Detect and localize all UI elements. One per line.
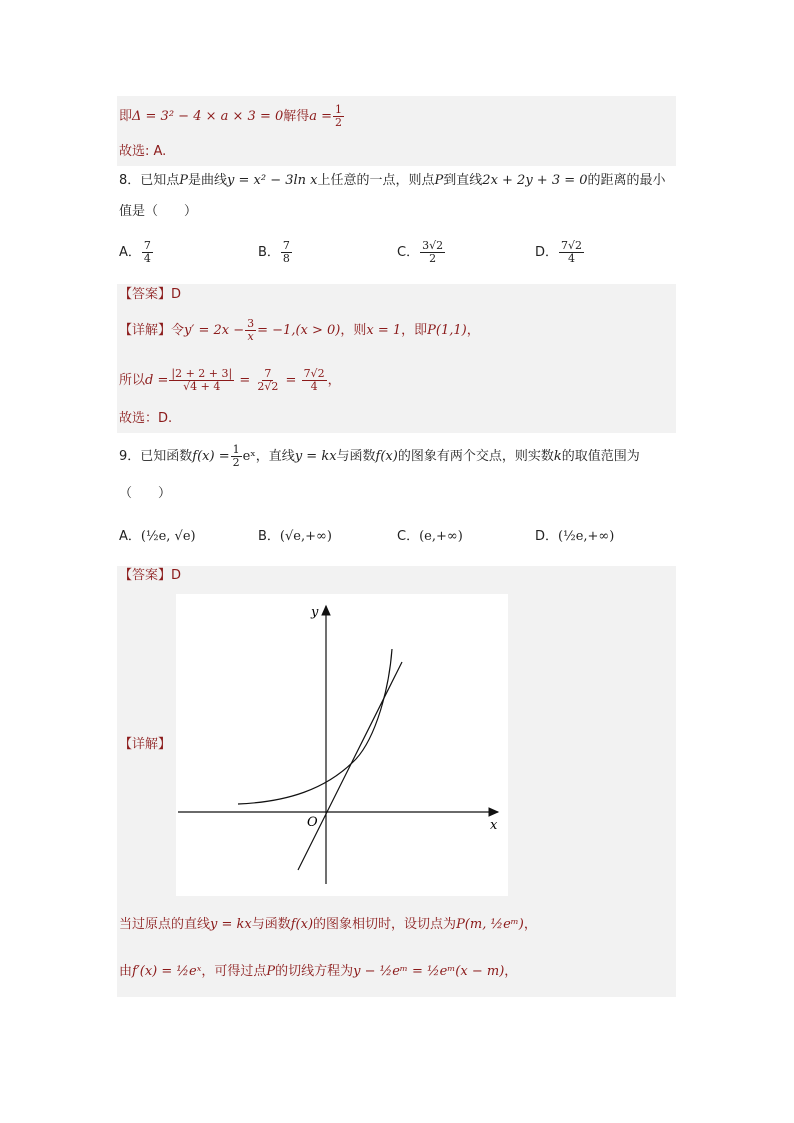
highlight-band-q8-solution [117,284,676,433]
fraction [302,368,327,393]
distance-lhs: d = [145,373,169,388]
q8-text: 8．已知点 [119,173,180,188]
option-text: (e,+∞) [419,529,463,544]
result-fraction [333,104,344,129]
q9-exp: eˣ [242,449,256,464]
frac-den: 4 [143,252,151,265]
x-axis-label: x [490,818,498,833]
tangent-line [298,662,402,870]
q8-option-b[interactable] [258,240,293,265]
frac-num: |2 + 2 + 3| [171,367,233,380]
point: P [266,964,276,979]
fraction [245,318,256,343]
origin-label: O [307,815,318,830]
text: 当过原点的直线 [119,917,211,932]
option-label: B． [258,529,280,544]
text-mid: 解得 [283,109,310,124]
frac-den: 8 [282,252,290,265]
text: 由 [119,964,133,979]
q8-point: P [434,173,444,188]
q9-stem-line1 [119,444,640,469]
text: 的图象相切时，设切点为 [313,917,457,932]
frac-den: 2 [232,456,240,469]
option-label: A． [119,529,141,544]
q8-stem-line2: 值是（ ） [119,204,198,219]
frac-num: 7√2 [303,367,325,380]
text: 所以 [119,373,146,388]
text: ，则 [340,323,367,338]
text: ， [523,917,537,932]
option-fraction [420,240,445,265]
q8-detail-line1 [119,318,480,343]
tangent-graph [176,594,508,896]
frac-den: 2 [335,116,343,129]
text: ， [504,964,518,979]
frac-den: 2√2 [257,380,279,393]
frac-num: 7 [282,239,290,252]
q9-text: ，直线 [255,449,295,464]
q8-text: 的距离的最小 [587,173,666,188]
delta-formula: Δ = 3² − 4 × a × 3 = 0 [132,109,284,124]
fraction [169,368,234,393]
q9-text: 的图象有两个交点，则实数 [397,449,554,464]
derivative: f′(x) = ½eˣ [132,964,202,979]
result-lhs: a = [309,109,333,124]
option-text: (√e,+∞) [279,529,332,544]
q9-function: f(x) = [192,449,230,464]
text: ，可得过点 [201,964,267,979]
text: ， [327,373,341,388]
option-label: D． [535,529,559,544]
q9-k: k [553,449,562,464]
text: 的切线方程为 [275,964,354,979]
option-fraction [281,240,292,265]
function: f(x) [290,917,314,932]
q8-stem-line1 [119,172,666,190]
frac-den: 4 [568,252,576,265]
graph-svg [176,594,508,896]
q8-option-d[interactable] [535,240,585,265]
q9-text: 的取值范围为 [561,449,640,464]
option-fraction [142,240,153,265]
q9-line: y = kx [294,449,337,464]
derivative: y′ = 2x − [184,323,245,338]
frac-num: 1 [335,103,343,116]
q9-detail-tag: 【详解】 [119,737,172,752]
line-eq: y = kx [210,917,252,932]
option-text: (½e,+∞) [558,529,615,544]
text: ，即 [401,323,428,338]
text-prefix: 即 [119,109,133,124]
answer-choice-line: 故选: A. [119,144,167,159]
frac-num: 1 [232,443,240,456]
option-label: C． [397,245,420,260]
frac-num: 7 [143,239,151,252]
frac-den: 4 [310,380,318,393]
frac-den: x [247,330,254,343]
frac-num: 3 [247,317,255,330]
fraction [255,368,280,393]
q9-text: 9．已知函数 [119,449,193,464]
frac-num: 3√2 [422,239,444,252]
q8-detail-line2: 所以d = $\frac{|2 + 2 + 3|}{√4 + 4}$ = $\frac{7}{2√2}$ = $\frac{7√2}{4}$ ， [119,367,341,393]
text: 令 [171,323,185,338]
q8-line-eq: 2x + 2y + 3 = 0 [482,173,588,188]
q9-option-c[interactable] [397,528,463,546]
q9-detail-line1 [119,916,537,934]
x-value: x = 1 [366,323,402,338]
q8-conclusion: 故选：D. [119,411,173,426]
exponential-curve [238,649,392,804]
option-label: B． [258,245,280,260]
q9-option-b[interactable] [258,528,332,546]
q9-answer: 【答案】D [119,568,182,583]
frac-num: 7√2 [561,239,583,252]
q8-text: 是曲线 [188,173,228,188]
option-label: C． [397,529,420,544]
q8-option-c[interactable] [397,240,446,265]
frac-den: 2 [429,252,437,265]
point: P(1,1) [427,323,467,338]
q9-detail-line2 [119,963,517,981]
equation: = −1,(x > 0) [257,323,341,338]
q9-option-d[interactable] [535,528,614,546]
y-axis-label: y [311,605,319,620]
q8-text: 到直线 [443,173,483,188]
q8-point: P [179,173,189,188]
frac-num: 7 [264,367,272,380]
text: ， [466,323,480,338]
text: 与函数 [251,917,291,932]
q9-stem-line2: （ ） [119,486,172,501]
q8-option-a[interactable] [119,240,154,265]
detail-tag: 【详解】 [119,323,172,338]
q9-option-a[interactable] [119,528,196,546]
option-label: A． [119,245,141,260]
q8-curve: y = x² − 3ln x [227,173,318,188]
q9-text: 与函数 [336,449,376,464]
tangent-equation: y − ½eᵐ = ½eᵐ(x − m) [353,964,505,979]
option-label: D． [535,245,559,260]
q9-function: f(x) [375,449,398,464]
q8-answer: 【答案】D [119,287,182,302]
q9-fraction [231,444,242,469]
frac-den: √4 + 4 [183,380,221,393]
tangent-point: P(m, ½eᵐ) [456,917,524,932]
solution-line-delta [119,104,345,129]
q8-text: 上任意的一点，则点 [317,173,435,188]
option-fraction [559,240,584,265]
option-text: (½e, √e) [140,529,196,544]
